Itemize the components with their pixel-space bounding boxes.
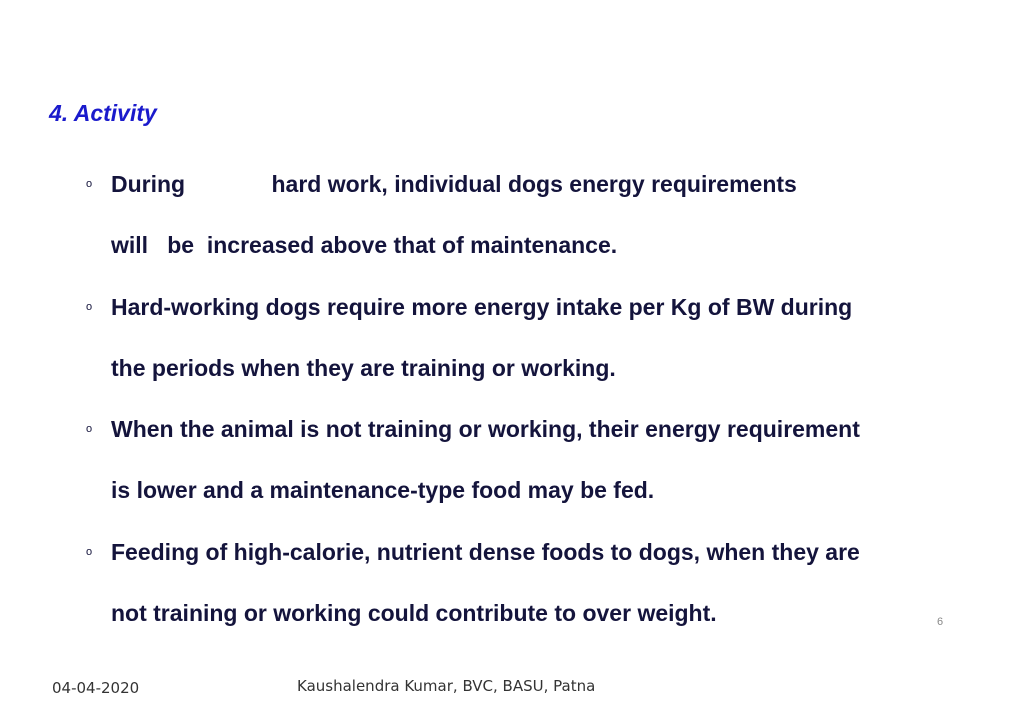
page-number: 6 xyxy=(937,616,944,628)
bullet-marker: o xyxy=(86,178,93,190)
bullet-marker: o xyxy=(86,301,93,313)
bullet-word: dogs xyxy=(507,171,563,197)
bullet-line: will be increased above that of maintenance. xyxy=(111,232,618,258)
bullet-word: work, xyxy=(327,171,388,197)
bullet-item xyxy=(86,277,941,399)
bullet-line: Hard-working dogs require more energy intake per Kg of BW during xyxy=(111,294,853,320)
bullet-line: Feeding of high-calorie, nutrient dense foods to dogs, when they are xyxy=(111,539,860,565)
bullet-line: When the animal is not training or working, their energy requirement xyxy=(111,416,860,442)
bullet-word: individual xyxy=(394,171,502,197)
bullet-word: requirements xyxy=(651,171,797,197)
bullet-word: hard xyxy=(271,171,322,197)
bullet-line xyxy=(111,154,904,215)
slide-heading: 4. Activity xyxy=(49,100,157,126)
bullet-line: the periods when they are training or working. xyxy=(111,355,616,381)
bullet-item xyxy=(86,399,941,521)
bullet-line: is lower and a maintenance-type food may be fed. xyxy=(111,477,655,503)
bullet-marker: o xyxy=(86,546,93,558)
bullet-marker: o xyxy=(86,423,93,435)
bullet-item xyxy=(86,522,944,644)
footer-date: 04-04-2020 xyxy=(52,679,140,697)
bullet-word: During xyxy=(111,171,186,197)
bullet-line: not training or working could contribute to over weight. xyxy=(111,600,717,626)
bullet-word: energy xyxy=(569,171,645,197)
footer-author: Kaushalendra Kumar, BVC, BASU, Patna xyxy=(297,677,596,695)
bullet-item xyxy=(86,154,941,276)
